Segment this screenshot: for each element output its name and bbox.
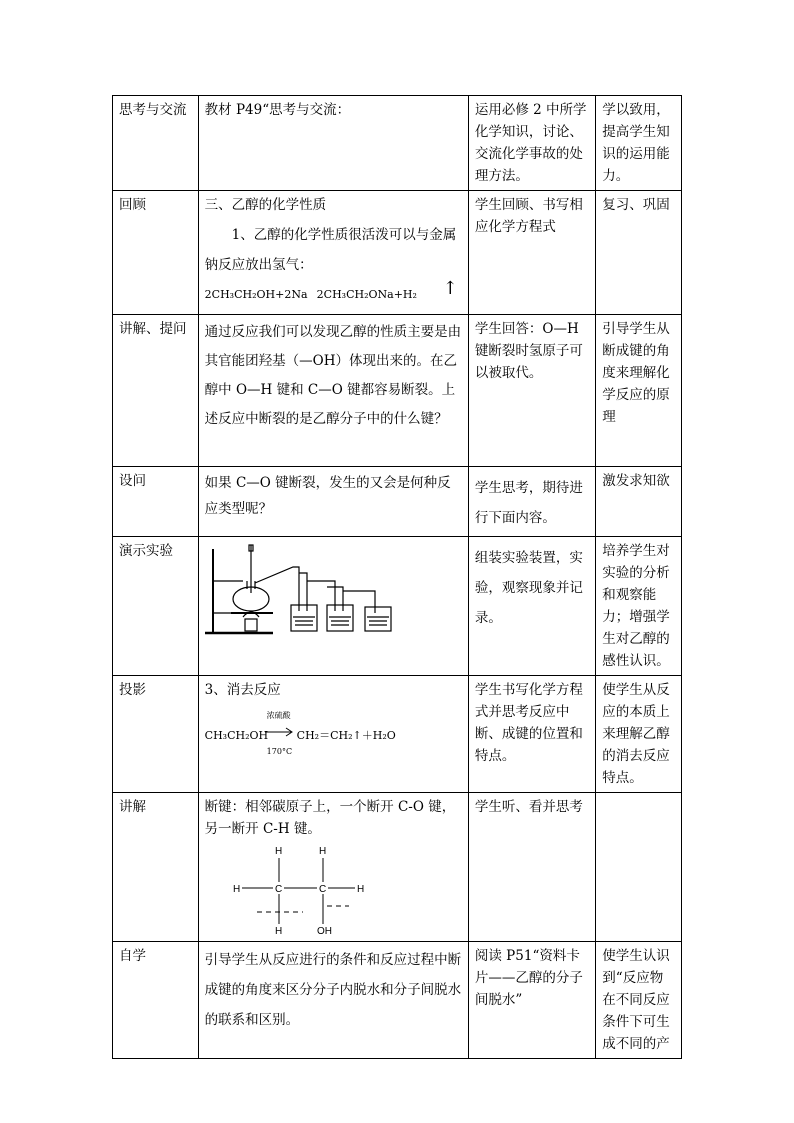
ethanol-structure-diagram xyxy=(221,842,371,938)
equation-left: 2CH₃CH₂OH+2Na xyxy=(204,288,308,301)
stage-cell: 讲解、提问 xyxy=(113,315,199,467)
content-text: 教材 P49“思考与交流： xyxy=(204,102,351,118)
content-cell xyxy=(198,537,468,676)
table-row xyxy=(113,942,682,1059)
lesson-plan-table xyxy=(112,95,682,1059)
atom-label: H xyxy=(274,846,282,857)
atom-label: C xyxy=(318,884,326,895)
atom-label: H xyxy=(318,846,326,857)
atom-label: H xyxy=(274,926,282,937)
stage-cell: 讲解 xyxy=(113,793,199,942)
purpose-cell: 使学生认识到“反应物在不同反应条件下可生成不同的产 xyxy=(596,942,682,1059)
purpose-cell: 复习、巩固 xyxy=(596,191,682,315)
stage-cell: 回顾 xyxy=(113,191,199,315)
atom-label: H xyxy=(232,884,240,895)
student-cell: 组装实验装置，实验，观察现象并记录。 xyxy=(468,537,595,676)
content-cell xyxy=(198,676,468,793)
content-cell xyxy=(198,96,468,191)
purpose-cell: 激发求知欲 xyxy=(596,467,682,537)
atom-label: C xyxy=(274,884,282,895)
reaction-arrow-icon xyxy=(265,727,293,737)
condition-above: 浓硫酸 xyxy=(266,711,291,720)
student-cell: 学生回顾、书写相应化学方程式 xyxy=(468,191,595,315)
condition-below: 170°C xyxy=(266,747,293,756)
student-cell: 学生回答：O—H 键断裂时氢原子可以被取代。 xyxy=(468,315,595,467)
table-row xyxy=(113,676,682,793)
student-cell: 阅读 P51“资料卡片——乙醇的分子间脱水” xyxy=(468,942,595,1059)
content-cell: 如果 C—O 键断裂，发生的又会是何种反应类型呢？ xyxy=(198,467,468,537)
stage-cell: 设问 xyxy=(113,467,199,537)
section-heading: 3、消去反应 xyxy=(204,682,281,698)
table-row xyxy=(113,315,682,467)
gas-arrow-icon: ↑ xyxy=(442,278,458,299)
purpose-cell: 引导学生从断成键的角度来理解化学反应的原理 xyxy=(596,315,682,467)
atom-label: OH xyxy=(316,926,332,937)
elimination-equation xyxy=(205,705,462,763)
table-row xyxy=(113,467,682,537)
student-cell: 学生书写化学方程式并思考反应中断、成键的位置和特点。 xyxy=(468,676,595,793)
purpose-cell xyxy=(596,793,682,942)
reactant: CH₃CH₂OH xyxy=(204,729,269,742)
distillation-apparatus-diagram xyxy=(203,541,399,637)
stage-cell: 思考与交流 xyxy=(113,96,199,191)
student-cell: 运用必修 2 中所学化学知识，讨论、交流化学事故的处理方法。 xyxy=(468,96,595,191)
equation-right: 2CH₃CH₂ONa+H₂ xyxy=(316,288,417,301)
purpose-cell: 学以致用，提高学生知识的运用能力。 xyxy=(596,96,682,191)
content-cell: 通过反应我们可以发现乙醇的性质主要是由其官能团羟基（—OH）体现出来的。在乙醇中 O—H 键和 C—O 键都容易断裂。上述反应中断裂的是乙醇分子中的什么键？ xyxy=(198,315,468,467)
table-row xyxy=(113,96,682,191)
stage-cell: 自学 xyxy=(113,942,199,1059)
purpose-cell: 培养学生对实验的分析和观察能力；增强学生对乙醇的感性认识。 xyxy=(596,537,682,676)
stage-cell: 投影 xyxy=(113,676,199,793)
content-cell xyxy=(198,191,468,315)
sodium-equation xyxy=(204,278,462,304)
table-row xyxy=(113,793,682,942)
content-cell xyxy=(198,793,468,942)
student-cell: 学生思考，期待进行下面内容。 xyxy=(468,467,595,537)
student-cell: 学生听、看并思考 xyxy=(468,793,595,942)
atom-label: H xyxy=(356,884,364,895)
purpose-cell: 使学生从反应的本质上来理解乙醇的消去反应特点。 xyxy=(596,676,682,793)
table-row xyxy=(113,191,682,315)
content-text: 1、乙醇的化学性质很活泼可以与金属钠反应放出氢气： xyxy=(204,227,457,273)
content-cell: 引导学生从反应进行的条件和反应过程中断成键的角度来区分分子内脱水和分子间脱水的联系和区别。 xyxy=(198,942,468,1059)
content-text: 断键：相邻碳原子上，一个断开 C-O 键，另一断开 C-H 键。 xyxy=(204,799,456,837)
stage-cell: 演示实验 xyxy=(113,537,199,676)
section-heading: 三、乙醇的化学性质 xyxy=(204,197,327,213)
table-row xyxy=(113,537,682,676)
products: CH₂＝CH₂↑＋H₂O xyxy=(296,729,396,742)
